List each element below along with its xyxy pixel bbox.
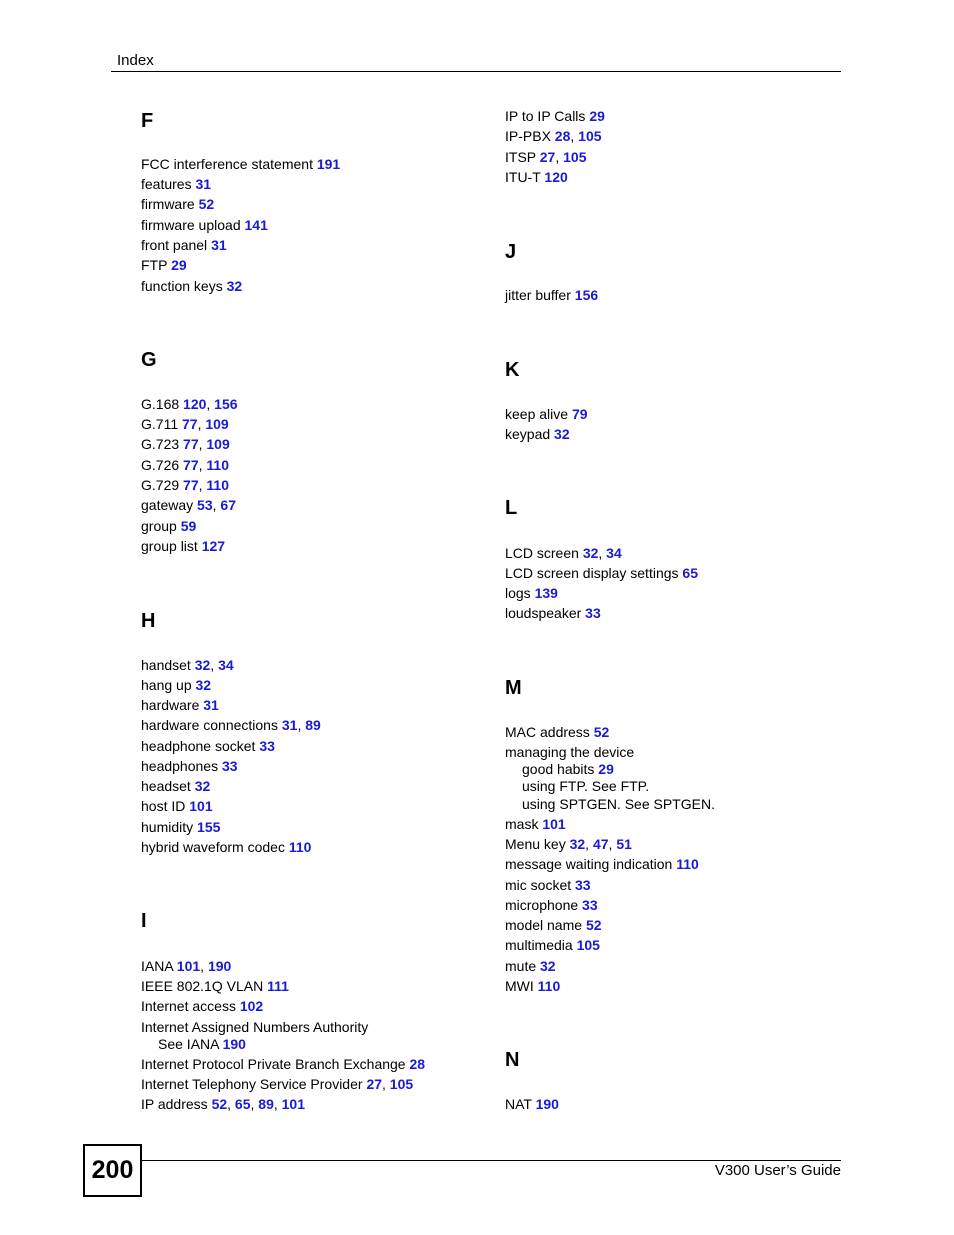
index-entry bbox=[505, 916, 602, 934]
index-term: hardware bbox=[141, 697, 200, 713]
page-reference-link[interactable]: 77 bbox=[183, 436, 199, 452]
index-term: headphones bbox=[141, 758, 219, 774]
page-reference-link[interactable]: 32 bbox=[582, 545, 599, 561]
page-reference-link[interactable]: 120 bbox=[183, 396, 207, 412]
page-reference-link[interactable]: 77 bbox=[183, 457, 199, 473]
page-reference-link[interactable]: 110 bbox=[676, 856, 699, 872]
page-reference-link[interactable]: 29 bbox=[589, 108, 605, 124]
index-entry bbox=[505, 405, 588, 423]
page-reference-link[interactable]: 52 bbox=[198, 196, 215, 212]
index-term: gateway bbox=[141, 497, 194, 513]
page-reference-link[interactable]: 89 bbox=[258, 1096, 274, 1112]
index-term: model name bbox=[505, 917, 583, 933]
index-term: group bbox=[141, 518, 177, 534]
index-entry bbox=[505, 564, 698, 582]
index-entry bbox=[505, 936, 600, 954]
page-reference-link[interactable]: 31 bbox=[211, 237, 227, 253]
page-reference-link[interactable]: 110 bbox=[537, 978, 561, 994]
index-term: loudspeaker bbox=[505, 605, 582, 621]
page-reference-link[interactable]: 77 bbox=[183, 477, 199, 493]
index-entry bbox=[505, 584, 558, 602]
page-reference-link[interactable]: 52 bbox=[585, 917, 602, 933]
index-entry bbox=[141, 1055, 425, 1073]
index-term: hang up bbox=[141, 677, 192, 693]
index-entry bbox=[141, 195, 214, 213]
page-reference-link[interactable]: 101 bbox=[281, 1096, 305, 1112]
index-term: jitter buffer bbox=[505, 287, 571, 303]
page-reference-link[interactable]: 33 bbox=[259, 738, 275, 754]
index-term: IP to IP Calls bbox=[505, 108, 586, 124]
index-entry: G.168 120, 156 bbox=[141, 396, 238, 412]
index-entry bbox=[141, 696, 219, 714]
page-reference-link[interactable]: 110 bbox=[206, 457, 229, 473]
index-entry bbox=[505, 286, 598, 304]
page-reference-link[interactable]: 65 bbox=[234, 1096, 251, 1112]
page-reference-link[interactable]: 190 bbox=[535, 1096, 559, 1112]
page-reference-link[interactable]: 27 bbox=[366, 1076, 383, 1092]
index-subentry bbox=[522, 795, 715, 813]
index-entry bbox=[505, 743, 634, 761]
index-entry bbox=[141, 155, 340, 173]
index-term: humidity bbox=[141, 819, 194, 835]
page-reference-link[interactable]: 190 bbox=[207, 958, 232, 974]
page-reference-link[interactable]: 65 bbox=[682, 565, 698, 581]
page-reference-link[interactable]: 32 bbox=[194, 657, 211, 673]
index-entry bbox=[505, 855, 699, 873]
index-term: Menu key bbox=[505, 836, 566, 852]
page-reference-link[interactable]: 105 bbox=[389, 1076, 414, 1092]
index-letter-heading: H bbox=[141, 610, 156, 632]
index-entry bbox=[505, 977, 560, 995]
index-term: good habits bbox=[522, 761, 595, 777]
page-reference-link[interactable]: 120 bbox=[544, 169, 568, 185]
page-reference-link[interactable]: 52 bbox=[211, 1096, 228, 1112]
index-term: mask bbox=[505, 816, 539, 832]
index-entry: G.723 77, 109 bbox=[141, 436, 230, 452]
index-letter-heading: M bbox=[505, 677, 522, 699]
index-term: headphone socket bbox=[141, 738, 256, 754]
index-entry bbox=[141, 517, 196, 535]
index-entry: G.729 77, 110 bbox=[141, 477, 229, 493]
index-entry: Menu key 32, 47, 51 bbox=[505, 836, 632, 852]
index-term: keep alive bbox=[505, 406, 569, 422]
header-section-title: Index bbox=[117, 52, 154, 69]
index-entry bbox=[141, 537, 225, 555]
page-reference-link[interactable]: 105 bbox=[576, 937, 600, 953]
index-term: IP address bbox=[141, 1096, 208, 1112]
index-letter-heading: J bbox=[505, 241, 517, 263]
index-term: using SPTGEN. See SPTGEN. bbox=[522, 796, 715, 812]
index-term: FCC interference statement bbox=[141, 156, 313, 172]
index-term: features bbox=[141, 176, 192, 192]
footer-divider bbox=[141, 1160, 841, 1161]
page-reference-link[interactable]: 33 bbox=[582, 897, 598, 913]
index-term: keypad bbox=[505, 426, 551, 442]
index-entry bbox=[141, 737, 275, 755]
index-subentry bbox=[522, 777, 649, 795]
index-entry bbox=[141, 818, 220, 836]
page-reference-link[interactable]: 110 bbox=[206, 477, 229, 493]
page-reference-link[interactable]: 52 bbox=[593, 724, 610, 740]
page-reference-link[interactable]: 156 bbox=[214, 396, 238, 412]
page-reference-link[interactable]: 32 bbox=[554, 426, 570, 442]
index-entry bbox=[141, 277, 242, 295]
index-term: headset bbox=[141, 778, 191, 794]
page-reference-link[interactable]: 190 bbox=[222, 1036, 246, 1052]
index-entry bbox=[141, 256, 187, 274]
index-entry bbox=[141, 838, 311, 856]
index-entry: IP-PBX 28, 105 bbox=[505, 128, 602, 144]
index-term: hardware connections bbox=[141, 717, 278, 733]
page-reference-link[interactable]: 89 bbox=[305, 717, 321, 733]
page-reference-link[interactable]: 29 bbox=[598, 761, 614, 777]
index-entry bbox=[141, 676, 211, 694]
page-reference-link[interactable]: 155 bbox=[197, 819, 221, 835]
page-reference-link[interactable]: 34 bbox=[218, 657, 234, 673]
index-entry bbox=[505, 168, 568, 186]
index-term: FTP bbox=[141, 257, 168, 273]
index-term: IEEE 802.1Q VLAN bbox=[141, 978, 264, 994]
index-entry bbox=[141, 797, 213, 815]
index-term: microphone bbox=[505, 897, 579, 913]
page-reference-link[interactable]: 102 bbox=[239, 998, 264, 1014]
index-letter-heading: L bbox=[505, 497, 518, 519]
page-reference-link[interactable]: 33 bbox=[221, 758, 238, 774]
page-reference-link[interactable]: 47 bbox=[592, 836, 609, 852]
page-reference-link[interactable]: 31 bbox=[195, 176, 212, 192]
page-reference-link[interactable]: 33 bbox=[585, 605, 601, 621]
index-term: function keys bbox=[141, 278, 223, 294]
index-term: logs bbox=[505, 585, 531, 601]
index-term: multimedia bbox=[505, 937, 573, 953]
index-term: using FTP. See FTP. bbox=[522, 778, 650, 794]
page-reference-link[interactable]: 34 bbox=[606, 545, 622, 561]
index-term: host ID bbox=[141, 798, 186, 814]
page-reference-link[interactable]: 79 bbox=[571, 406, 588, 422]
index-term: G.723 bbox=[141, 436, 180, 452]
index-term: Internet Protocol Private Branch Exchange bbox=[141, 1056, 406, 1072]
page-reference-link[interactable]: 139 bbox=[534, 585, 558, 601]
index-entry: hardware connections 31, 89 bbox=[141, 717, 321, 733]
index-term: See IANA bbox=[158, 1036, 219, 1052]
page-reference-link[interactable]: 101 bbox=[542, 816, 566, 832]
page-reference-link[interactable]: 77 bbox=[182, 416, 198, 432]
index-entry bbox=[141, 236, 227, 254]
index-subentry bbox=[522, 760, 614, 778]
index-entry: handset 32, 34 bbox=[141, 657, 234, 673]
page-reference-link[interactable]: 109 bbox=[206, 436, 230, 452]
index-term: group list bbox=[141, 538, 198, 554]
page-reference-link[interactable]: 109 bbox=[205, 416, 229, 432]
index-term: message waiting indication bbox=[505, 856, 673, 872]
index-entry bbox=[505, 896, 598, 914]
page-number: 200 bbox=[83, 1144, 142, 1197]
page-reference-link[interactable]: 32 bbox=[540, 958, 556, 974]
index-term: front panel bbox=[141, 237, 208, 253]
index-term: firmware bbox=[141, 196, 195, 212]
page-reference-link[interactable]: 110 bbox=[288, 839, 312, 855]
index-term: G.726 bbox=[141, 457, 180, 473]
index-letter-heading: F bbox=[141, 110, 154, 132]
index-entry bbox=[141, 1018, 368, 1036]
index-term: MAC address bbox=[505, 724, 590, 740]
index-entry bbox=[141, 216, 268, 234]
page-reference-link[interactable]: 28 bbox=[409, 1056, 426, 1072]
index-entry bbox=[505, 957, 556, 975]
page-reference-link[interactable]: 27 bbox=[539, 149, 556, 165]
index-term: firmware upload bbox=[141, 217, 241, 233]
page-reference-link[interactable]: 32 bbox=[194, 778, 211, 794]
page-reference-link[interactable]: 31 bbox=[203, 697, 219, 713]
page-reference-link[interactable]: 32 bbox=[569, 836, 586, 852]
index-term: mic socket bbox=[505, 877, 572, 893]
index-entry bbox=[141, 977, 289, 995]
index-letter-heading: N bbox=[505, 1049, 520, 1071]
index-term: IANA bbox=[141, 958, 173, 974]
index-entry bbox=[141, 757, 238, 775]
index-term: LCD screen display settings bbox=[505, 565, 679, 581]
page-reference-link[interactable]: 111 bbox=[267, 978, 289, 994]
page-reference-link[interactable]: 191 bbox=[316, 156, 341, 172]
page-reference-link[interactable]: 53 bbox=[197, 497, 213, 513]
page-reference-link[interactable]: 156 bbox=[574, 287, 599, 303]
page-reference-link[interactable]: 32 bbox=[195, 677, 212, 693]
header-divider bbox=[111, 71, 841, 72]
index-entry bbox=[141, 997, 263, 1015]
index-term: G.711 bbox=[141, 416, 179, 432]
index-entry: G.711 77, 109 bbox=[141, 416, 229, 432]
page-reference-link[interactable]: 101 bbox=[189, 798, 213, 814]
index-entry: G.726 77, 110 bbox=[141, 457, 229, 473]
index-term: Internet Telephony Service Provider bbox=[141, 1076, 363, 1092]
index-entry bbox=[141, 777, 210, 795]
index-letter-heading: K bbox=[505, 359, 520, 381]
page-reference-link[interactable]: 29 bbox=[171, 257, 187, 273]
index-term: ITU-T bbox=[505, 169, 541, 185]
index-entry bbox=[505, 723, 609, 741]
index-term: hybrid waveform codec bbox=[141, 839, 285, 855]
index-term: Internet Assigned Numbers Authority bbox=[141, 1019, 369, 1035]
page-reference-link[interactable]: 67 bbox=[220, 497, 236, 513]
index-subentry bbox=[158, 1035, 246, 1053]
index-entry: Internet Telephony Service Provider 27, 105 bbox=[141, 1076, 414, 1092]
index-entry: gateway 53, 67 bbox=[141, 497, 236, 513]
page-reference-link[interactable]: 59 bbox=[180, 518, 197, 534]
index-entry bbox=[505, 604, 601, 622]
page-reference-link[interactable]: 141 bbox=[244, 217, 268, 233]
index-term: ITSP bbox=[505, 149, 536, 165]
index-term: managing the device bbox=[505, 744, 635, 760]
index-entry bbox=[505, 425, 570, 443]
index-entry: IANA 101, 190 bbox=[141, 958, 232, 974]
index-entry: ITSP 27, 105 bbox=[505, 149, 587, 165]
index-entry bbox=[505, 107, 605, 125]
index-term: G.729 bbox=[141, 477, 180, 493]
index-term: mute bbox=[505, 958, 537, 974]
index-entry bbox=[505, 815, 566, 833]
index-term: NAT bbox=[505, 1096, 532, 1112]
page-reference-link[interactable]: 101 bbox=[176, 958, 201, 974]
page-reference-link[interactable]: 105 bbox=[563, 149, 587, 165]
index-letter-heading: I bbox=[141, 910, 147, 932]
index-term: MWI bbox=[505, 978, 534, 994]
index-entry: IP address 52, 65, 89, 101 bbox=[141, 1096, 305, 1112]
index-term: handset bbox=[141, 657, 191, 673]
page-reference-link[interactable]: 105 bbox=[578, 128, 602, 144]
index-term: G.168 bbox=[141, 396, 180, 412]
index-term: IP-PBX bbox=[505, 128, 551, 144]
page-reference-link[interactable]: 127 bbox=[201, 538, 226, 554]
page-reference-link[interactable]: 51 bbox=[616, 836, 632, 852]
index-term: LCD screen bbox=[505, 545, 579, 561]
page-reference-link[interactable]: 31 bbox=[281, 717, 298, 733]
index-letter-heading: G bbox=[141, 349, 157, 371]
index-term: Internet access bbox=[141, 998, 236, 1014]
index-entry bbox=[505, 876, 591, 894]
page-reference-link[interactable]: 33 bbox=[575, 877, 591, 893]
page-reference-link[interactable]: 28 bbox=[554, 128, 571, 144]
index-entry bbox=[505, 1095, 559, 1113]
index-entry: LCD screen 32, 34 bbox=[505, 545, 622, 561]
index-entry bbox=[141, 175, 211, 193]
footer-guide-title: V300 User’s Guide bbox=[714, 1162, 841, 1179]
page-reference-link[interactable]: 32 bbox=[226, 278, 243, 294]
